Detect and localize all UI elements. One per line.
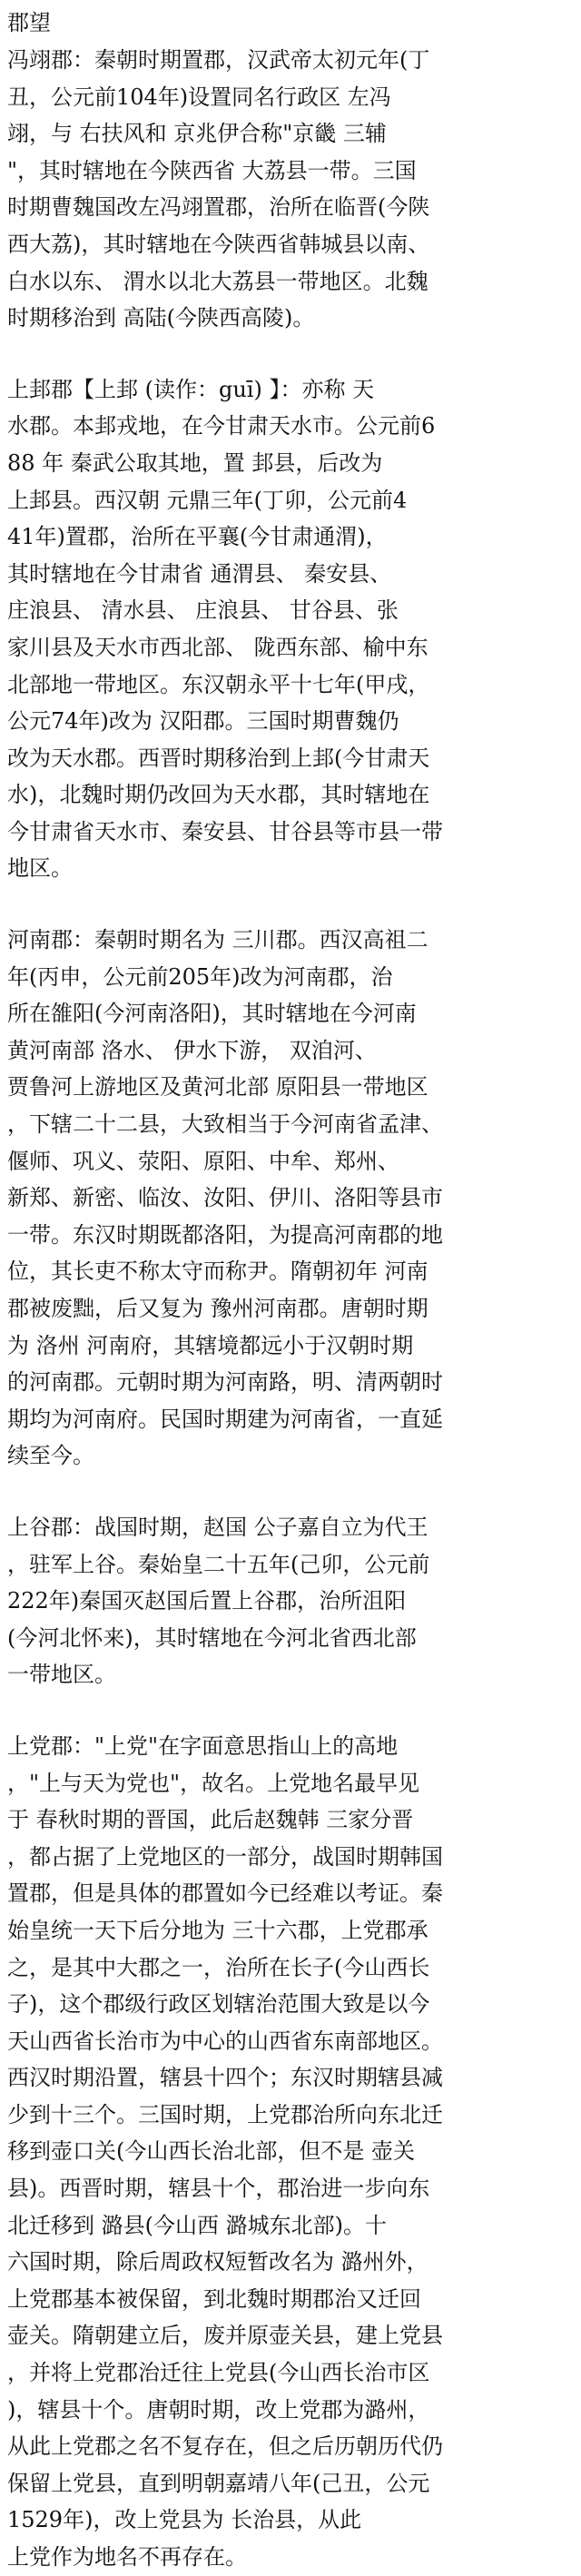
text-line: 翊，与 右扶风和 京兆伊合称"京畿 三辅	[7, 121, 387, 147]
text-line: 水郡。本邽戎地，在今甘肃天水市。公元前6	[7, 413, 436, 439]
text-line: 41年)置郡，治所在平襄(今甘肃通渭)，	[7, 524, 388, 550]
text-line: 庄浪县、 清水县、 庄浪县、 甘谷县、张	[7, 597, 399, 624]
text-line: 上邽县。西汉朝 元鼎三年(丁卯，公元前4	[7, 487, 408, 513]
text-line: 始皇统一天下后分地为 三十六郡，上党郡承	[7, 1917, 428, 1943]
text-line: 一带地区。	[7, 1662, 116, 1688]
text-line: 冯翊郡：秦朝时期置郡，汉武帝太初元年(丁	[7, 47, 430, 73]
text-line: ，"上与天为党也"，故名。上党地名最早见	[7, 1770, 420, 1796]
text-line: 移到壶口关(今山西长治北部，但不是 壶关	[7, 2138, 415, 2165]
text-line: 的河南郡。元朝时期为河南路，明、清两朝时	[7, 1369, 443, 1396]
text-line: 天山西省长治市为中心的山西省东南部地区。	[7, 2028, 443, 2054]
text-line: 为 洛州 河南府，其辖境都远小于汉朝时期	[7, 1332, 414, 1358]
text-line: 西汉时期沿置，辖县十四个；东汉时期辖县减	[7, 2065, 443, 2091]
text-line: 今甘肃省天水市、秦安县、甘谷县等市县一带	[7, 818, 443, 844]
text-line: 时期曹魏国改左冯翊置郡，治所在临晋(今陕	[7, 194, 430, 221]
text-line: 六国时期，除后周政权短暂改名为 潞州外，	[7, 2249, 428, 2275]
text-line: 贾鲁河上游地区及黄河北部 原阳县一带地区	[7, 1074, 428, 1100]
text-line: ，并将上党郡治迁往上党县(今山西长治市区	[7, 2360, 430, 2386]
text-line: 年(丙申，公元前205年)改为河南郡，治	[7, 963, 393, 990]
text-line: 壶关。隋朝建立后，废并原壶关县，建上党县	[7, 2323, 443, 2349]
text-line: 黄河南部 洛水、 伊水下游， 双洎河、	[7, 1037, 377, 1063]
text-line: 白水以东、 渭水以北大荔县一带地区。北魏	[7, 268, 428, 294]
text-line: 上谷郡：战国时期，赵国 公子嘉自立为代王	[7, 1514, 428, 1540]
entry-shanggui	[7, 371, 572, 887]
text-line: 少到十三个。三国时期，上党郡治所向东北迁	[7, 2101, 443, 2127]
text-line: 期均为河南府。民国时期建为河南省，一直延	[7, 1406, 443, 1432]
text-line: 88 年 秦武公取其地，置 邽县，后改为	[7, 449, 383, 476]
text-line: 保留上党县，直到明朝嘉靖八年(己丑，公元	[7, 2470, 430, 2496]
text-line: 改为天水郡。西晋时期移治到上邽(今甘肃天	[7, 745, 430, 771]
text-line: 家川县及天水市西北部、 陇西东部、榆中东	[7, 634, 428, 660]
entry-shangdang	[7, 1728, 572, 2576]
text-line: )，辖县十个。唐朝时期，改上党郡为潞州，	[7, 2396, 430, 2423]
text-line: 河南郡：秦朝时期名为 三川郡。西汉高祖二	[7, 927, 428, 953]
text-line: 续至今。	[7, 1443, 94, 1469]
text-line: ，都占据了上党地区的一部分，战国时期韩国	[7, 1843, 443, 1870]
text-line: 公元74年)改为 汉阳郡。三国时期曹魏仍	[7, 708, 399, 735]
text-line: 上党郡："上党"在字面意思指山上的高地	[7, 1732, 399, 1759]
text-line: 新郑、新密、临汝、汝阳、伊川、洛阳等县市	[7, 1185, 443, 1211]
text-line: 郡被废黜，后又复为 豫州河南郡。唐朝时期	[7, 1296, 428, 1321]
text-line: 置郡，但是具体的郡置如今已经难以考证。秦	[7, 1880, 443, 1907]
text-line: 222年)秦国灭赵国后置上谷郡，治所沮阳	[7, 1588, 407, 1614]
text-line: ，驻军上谷。秦始皇二十五年(己卯，公元前	[7, 1551, 430, 1577]
page-title: 郡望	[7, 10, 51, 35]
text-line: 水)，北魏时期仍改回为天水郡，其时辖地在	[7, 782, 430, 808]
text-line: 从此上党郡之名不复存在，但之后历朝历代仍	[7, 2433, 443, 2460]
text-line: 子)，这个郡级行政区划辖治范围大致是以今	[7, 1991, 430, 2018]
text-line: 一带。东汉时期既都洛阳，为提高河南郡的地	[7, 1221, 443, 1248]
text-line: "，其时辖地在今陕西省 大荔县一带。三国	[7, 157, 417, 183]
text-line: 县)。西晋时期，辖县十个，郡治进一步向东	[7, 2176, 430, 2202]
text-line: 上党郡基本被保留，到北魏时期郡治又迁回	[7, 2285, 421, 2312]
text-line: 北迁移到 潞县(今山西 潞城东北部)。十	[7, 2212, 387, 2238]
text-line: 北部地一带地区。东汉朝永平十七年(甲戌，	[7, 671, 430, 697]
entry-henan	[7, 922, 572, 1475]
text-line: 所在雒阳(今河南洛阳)，其时辖地在今河南	[7, 1001, 417, 1027]
entry-shanggu	[7, 1509, 572, 1693]
text-line: 时期移治到 高陆(今陕西高陵)。	[7, 305, 315, 331]
text-line: 其时辖地在今甘肃省 通渭县、 秦安县、	[7, 560, 392, 587]
text-line: 地区。	[7, 855, 73, 882]
text-line: 1529年)，改上党县为 长治县，从此	[7, 2507, 362, 2533]
entry-fengyi	[7, 42, 572, 337]
text-line: 之，是其中大郡之一，治所在长子(今山西长	[7, 1954, 430, 1980]
text-line: 上党作为地名不再存在。	[7, 2544, 247, 2570]
text-line: 位，其长吏不称太守而称尹。隋朝初年 河南	[7, 1258, 428, 1285]
text-line: 于 春秋时期的晋国，此后赵魏韩 三家分晋	[7, 1807, 414, 1833]
text-line: (今河北怀来)，其时辖地在今河北省西北部	[7, 1624, 417, 1651]
text-line: 上邽郡【上邽 (读作：guī) 】：亦称 天	[7, 376, 375, 402]
text-line: 西大荔)，其时辖地在今陕西省韩城县以南、	[7, 231, 430, 257]
text-line: ，下辖二十二县，大致相当于今河南省孟津、	[7, 1111, 443, 1138]
text-line: 偃师、巩义、荥阳、原阳、中牟、郑州、	[7, 1148, 399, 1174]
text-line: 丑，公元前104年)设置同名行政区 左冯	[7, 84, 391, 110]
